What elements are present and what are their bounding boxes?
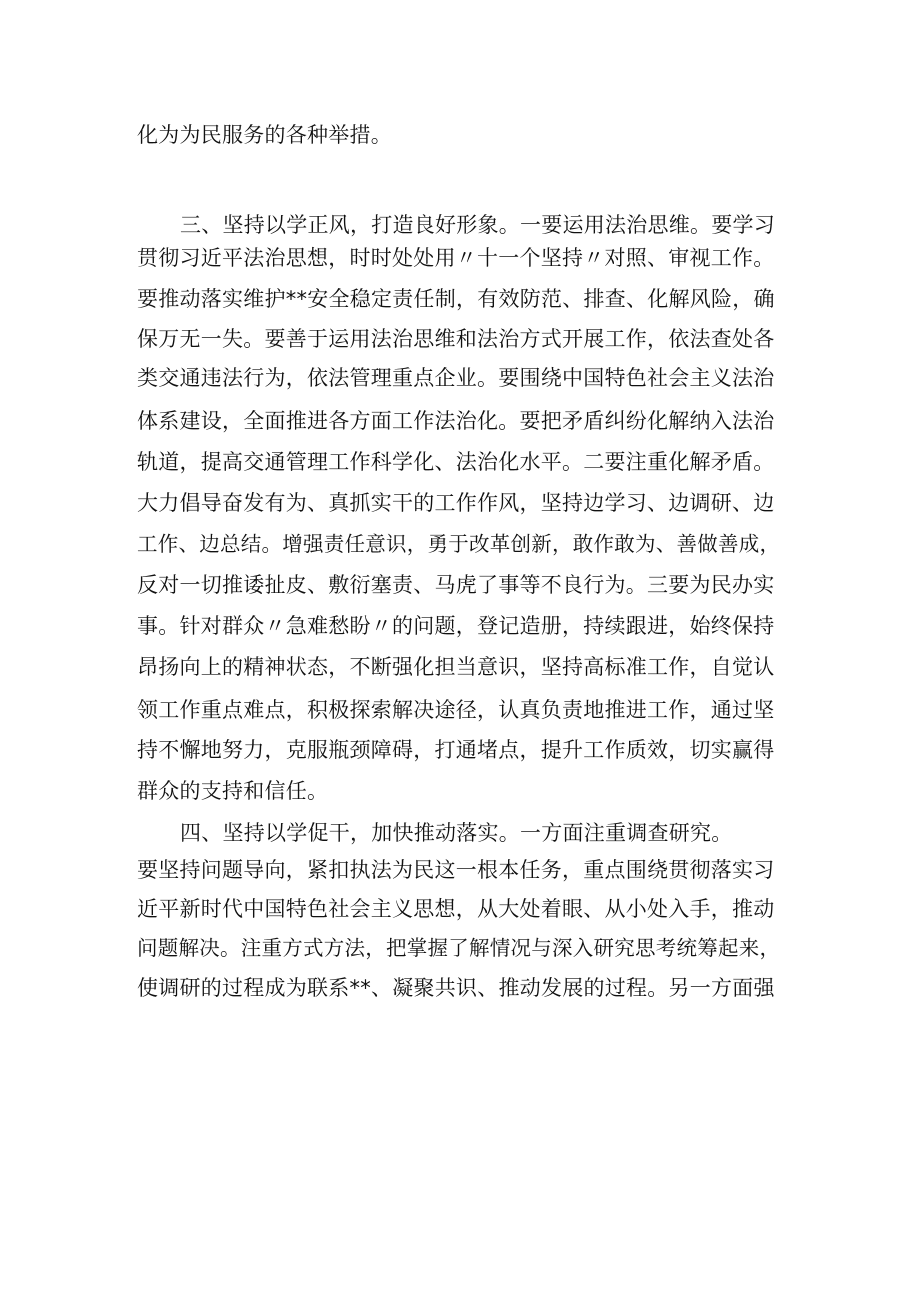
text-line: 四、坚持以学促干，加快推动落实。一方面注重调查研究。 (180, 821, 733, 845)
text-line: 问题解决。注重方式方法，把掌握了解情况与深入研究思考统筹起来， (137, 936, 781, 960)
text-line: 大力倡导奋发有为、真抓实干的工作作风，坚持边学习、边调研、边 (137, 491, 775, 515)
text-line: 体系建设，全面推进各方面工作法治化。要把矛盾纠纷化解纳入法治 (137, 409, 775, 433)
text-line: 事。针对群众〃急难愁盼〃的问题，登记造册，持续跟进，始终保持 (137, 614, 775, 638)
text-line: 群众的支持和信任。 (137, 779, 329, 803)
text-line: 昂扬向上的精神状态，不断强化担当意识，坚持高标准工作，自觉认 (137, 655, 775, 679)
text-line: 工作、边总结。增强责任意识，勇于改革创新，敢作敢为、善做善成， (137, 532, 781, 556)
text-line: 使调研的过程成为联系**、凝聚共识、推动发展的过程。另一方面强 (137, 976, 775, 1000)
text-line: 类交通违法行为，依法管理重点企业。要围绕中国特色社会主义法治 (137, 366, 775, 390)
text-line: 化为为民服务的各种举措。 (137, 123, 392, 147)
text-line: 持不懈地努力，克服瓶颈障碍，打通堵点，提升工作质效，切实赢得 (137, 738, 775, 762)
text-line: 三、坚持以学正风，打造良好形象。一要运用法治思维。要学习 (180, 213, 775, 237)
text-line: 要坚持问题导向，紧扣执法为民这一根本任务，重点围绕贯彻落实习 (137, 858, 775, 882)
text-line: 贯彻习近平法治思想，时时处处用〃十一个坚持〃对照、审视工作。 (137, 246, 775, 270)
text-line: 轨道，提高交通管理工作科学化、法治化水平。二要注重化解矛盾。 (137, 450, 775, 474)
text-line: 领工作重点难点，积极探索解决途径，认真负责地推进工作，通过坚 (137, 698, 775, 722)
text-line: 保万无一失。要善于运用法治思维和法治方式开展工作，依法查处各 (137, 327, 775, 351)
text-line: 要推动落实维护**安全稳定责任制，有效防范、排查、化解风险，确 (137, 287, 775, 311)
text-line: 近平新时代中国特色社会主义思想，从大处着眼、从小处入手，推动 (137, 897, 775, 921)
text-line: 反对一切推诿扯皮、敷衍塞责、马虎了事等不良行为。三要为民办实 (137, 573, 775, 597)
